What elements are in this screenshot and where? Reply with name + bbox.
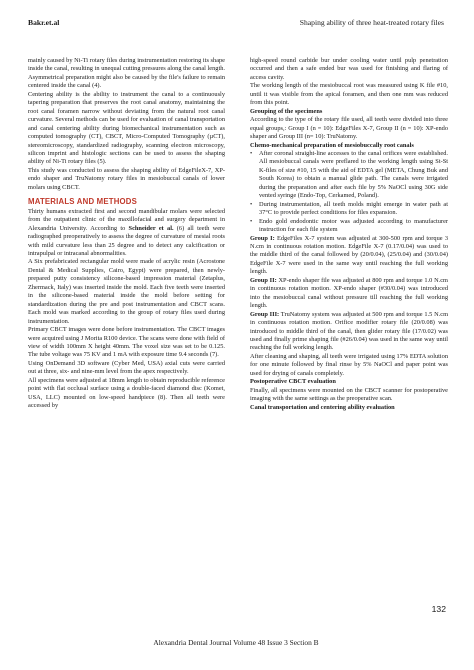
list-item: • After coronal straight-line accesses to the canal orifices were established. All mesiobuccal canals were preflared to the working length using St-St K-files of size #10, 15 with the aid of EDTA gel (META, Chung Buk and South Korea) to obtain a manual glide path. The canals were irrigated during the preparation and after each file by 5% NaOCl using 30G side vented syringe (Endo-Top, Cerkamed, Poland). (250, 150, 448, 201)
paragraph: Finally, all specimens were mounted on the CBCT scanner for postoperative imaging with the same settings as the preoperative scan. (250, 386, 448, 403)
group-label: Group II: (250, 276, 277, 284)
paragraph (28, 208, 225, 259)
list-item: • During instrumentation, all teeth molds might emerge in water path at 37°C to provide perfect conditions for files expansion. (250, 201, 448, 218)
left-column (28, 57, 225, 411)
paragraph: Using OnDemand 3D software (Cyber Med, USA) axial cuts were carried out at three, six- and nine-mm level from the apex respectively. (28, 359, 225, 376)
paragraph: The working length of the mesiobuccal root was measured using K file #10, until it was visible from the apical foramen, and then one mm was reduced from this point. (250, 82, 448, 107)
running-header-title: Shaping ability of three heat-treated rotary files (299, 18, 444, 27)
section-heading-materials-methods: MATERIALS AND METHODS (28, 197, 138, 207)
paragraph-group-3 (250, 311, 448, 353)
right-column (250, 57, 448, 412)
paragraph: According to the type of the rotary file used, all teeth were divided into three equal groups,: Group I (n = 10): EdgeFiles X-7, Group II (n = 10): XP-endo shaper and Group III (n= 10): TruNatomy. (250, 116, 448, 141)
text-run: (6) all teeth were radiographed preoperatively to assess the degree of curvature of mesial roots with mild curvature less than 25 degree and to detect any calcification or intrapulpal or intracanal abnormalities. (28, 224, 225, 257)
paragraph: Primary CBCT images were done before instrumentation. The CBCT images were acquired using J Morita R100 device. The scans were done with field of view of width 100mm X height 40mm. The voxel size was set to be 0.125. The tube voltage was 75 KV and 1 mA with exposure time 9.4 seconds (7). (28, 326, 225, 359)
paragraph: mainly caused by Ni-Ti rotary files during instrumentation restoring its shape inside the canal, resulting in unequal cutting pressures along the canal length. Asymmetrical preparation might also be caused by the file's failure to remain centered inside the canal (4). (28, 57, 225, 90)
subheading-chemo-mechanical: Chemo-mechanical preparation of mesiobuccally root canals (250, 141, 414, 149)
citation-author: Schneider et al. (128, 224, 174, 232)
text-run: XP-endo shaper file was adjusted at 800 rpm and torque 1.0 N.cm in continuous rotation motion. XP-endo shaper (#30/0.04) was introduced into the mesiobuccal canal without pressure till reaching the full working length. (250, 276, 448, 310)
text-run: EdgeFiles X-7 system was adjusted at 300-500 rpm and torque 3 N.cm in continuous rotation motion. EdgeFile X-7 (0.17/0.04) was used to the middle third of the canal followed by (20/0.04), (25/0.04) and (30/0.04) EdgeFile X-7 were used in the same way until reaching the full working length. (250, 234, 448, 276)
bullet-list (250, 150, 448, 235)
journal-footer: Alexandria Dental Journal Volume 48 Issue 3 Section B (153, 638, 319, 647)
group-label: Group I: (250, 234, 275, 242)
group-label: Group III: (250, 310, 280, 318)
subheading-canal-transportation: Canal transportation and centering ability evaluation (250, 403, 395, 411)
page-number: 132 (431, 604, 446, 614)
paragraph: high-speed round carbide bur under cooling water until pulp penetration occurred and then a safe ended bur was used for finishing and flaring of access cavity. (250, 57, 448, 81)
paragraph: Centering ability is the ability to instrument the canal to a continuously tapering preparation that preserves the root canal anatomy, maintaining the root canal foramen narrow without deviating from the natural root canal curvature. Several methods can be used for evaluation of canal transportation and canal centering ability during biomechanical instrumentation such as computed tomography (CT), CBCT, Micro-Computed Tomography (µCT), stereomicroscopy, standardized radiography, scanning electron microscopy, silicon imprint and histologic sections can be used to assess the shaping ability of Ni-Ti rotary files (5). (28, 90, 225, 166)
paragraph: A Six prefabricated rectangular mold were made of acrylic resin (Acrostone Dental & Medical Supplies, Cairo, Egypt) were prepared, then newly-prepared putty consistency silicone-based impression material (Zetaplus, Zhermack, Italy) was inserted inside the mold. Each five teeth were inserted in the silicone-based material inside the mold before setting for standardization during the pre and post instrumentation and CBCT scans. Each mold was marked according to the group of rotary files used during instrumentation. (28, 258, 225, 325)
paragraph: This study was conducted to assess the shaping ability of EdgeFileX-7, XP-endo shaper and TruNatomy rotary files in mesiobuccal canals of lower molars using CBCT. (28, 166, 225, 191)
list-item: • Endo gold endodontic motor was adjusted according to manufacturer instruction for each file system (250, 218, 448, 235)
paragraph-group-1 (250, 235, 448, 277)
paragraph-group-2 (250, 277, 448, 311)
subheading-grouping: Grouping of the specimens (250, 107, 323, 115)
running-header-authors: Bakr.et.al (28, 18, 60, 27)
text-run: Thirty humans extracted first and second mandibular molars were selected from the outpatient clinic of the maxillofacial and surgery department in Alexandria University. According to (28, 207, 225, 232)
text-run: TruNatomy system was adjusted at 500 rpm and torque 1.5 N.cm in continuous rotation motion. Orifice modifier rotary file (20/0.08) was introduced to middle third of the canal, then glider rotary file (17/0.02) was used and finally prime shaping file (#26/0.04) was used in the same way until reaching the full working length. (250, 310, 449, 352)
paragraph: All specimens were adjusted at 18mm length to obtain reproducible reference point with flat occlusal surface using a double-faced diamond disc (Komet, USA, LLC) mounted on low-speed handpiece (8). Then all teeth were accessed by (28, 376, 225, 410)
paragraph: After cleaning and shaping, all teeth were irrigated using 17% EDTA solution for one minute followed by final rinse by 5% NaOCl and paper point was used for drying of canals completely. (250, 352, 448, 377)
subheading-postoperative: Postoperative CBCT evaluation (250, 378, 336, 386)
